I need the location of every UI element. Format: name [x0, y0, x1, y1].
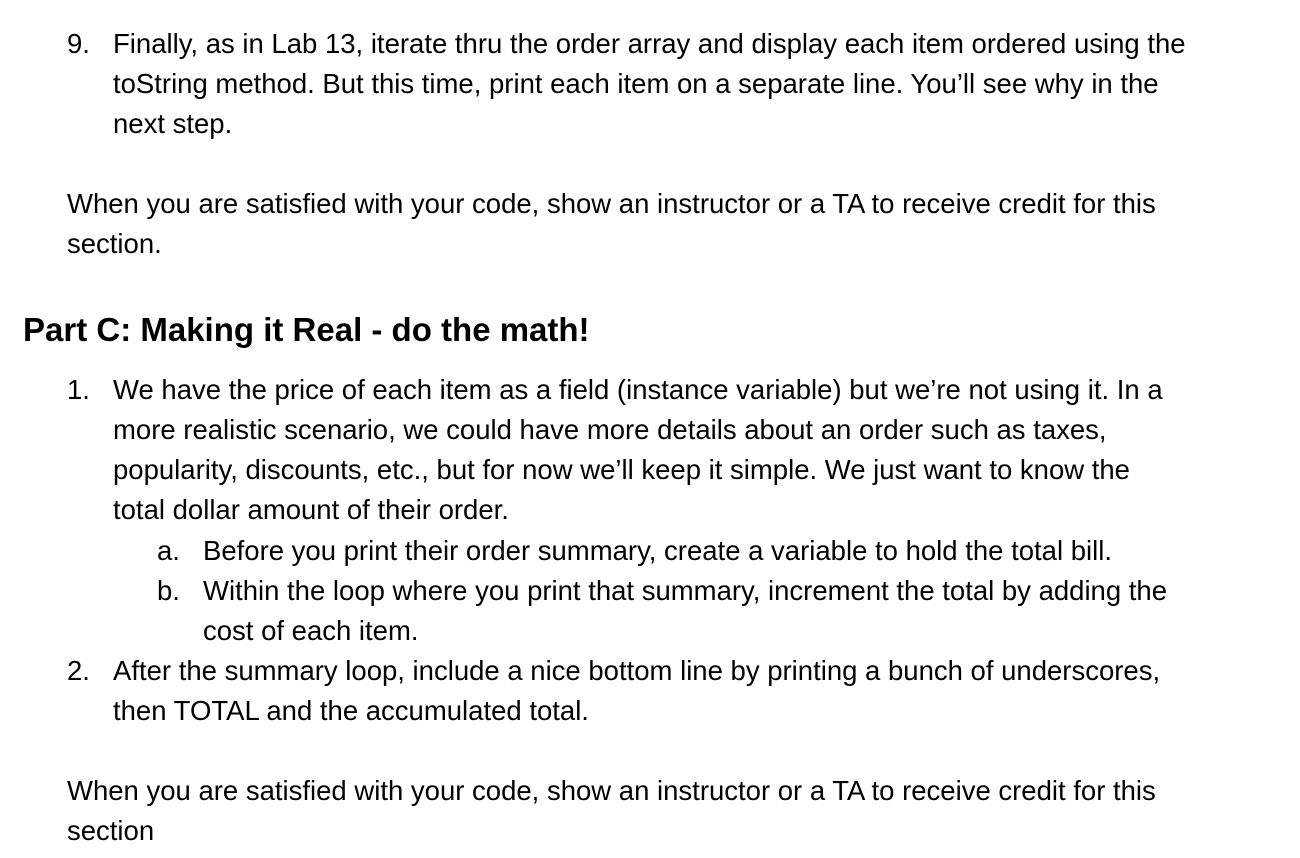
- section-heading-part-c: Part C: Making it Real - do the math!: [23, 311, 590, 348]
- sub-list-letter: a.: [157, 535, 180, 566]
- text-line: We have the price of each item as a field (instance variable) but we’re not using it. In a: [113, 374, 1163, 405]
- text-line: popularity, discounts, etc., but for now we’ll keep it simple. We just want to know the: [113, 454, 1130, 485]
- text-line: more realistic scenario, we could have more details about an order such as taxes,: [113, 414, 1107, 445]
- text-line: section: [67, 815, 155, 846]
- sub-list-item-text: [203, 531, 1112, 571]
- list-number: 1.: [67, 374, 90, 405]
- text-line: After the summary loop, include a nice bottom line by printing a bunch of underscores,: [113, 655, 1161, 686]
- text-line: Finally, as in Lab 13, iterate thru the order array and display each item ordered using the: [113, 28, 1186, 59]
- sub-list-item-text: [203, 571, 1167, 651]
- text-line: When you are satisfied with your code, show an instructor or a TA to receive credit for this: [67, 188, 1156, 219]
- text-line: total dollar amount of their order.: [113, 494, 509, 525]
- list-number: 2.: [67, 655, 90, 686]
- text-line: then TOTAL and the accumulated total.: [113, 695, 589, 726]
- closing-paragraph-part-b: [67, 184, 1156, 264]
- text-line: section.: [67, 228, 162, 259]
- list-item-text: [113, 24, 1186, 144]
- text-line: When you are satisfied with your code, show an instructor or a TA to receive credit for this: [67, 775, 1156, 806]
- list-item-text: [113, 651, 1160, 731]
- sub-list-letter: b.: [157, 575, 180, 606]
- text-line: next step.: [113, 108, 233, 139]
- text-line: Within the loop where you print that summary, increment the total by adding the: [203, 575, 1168, 606]
- text-line: toString method. But this time, print each item on a separate line. You’ll see why in the: [113, 68, 1159, 99]
- closing-paragraph-part-c: [67, 771, 1156, 851]
- text-line: cost of each item.: [203, 615, 419, 646]
- list-number: 9.: [67, 28, 90, 59]
- text-line: Before you print their order summary, create a variable to hold the total bill.: [203, 535, 1112, 566]
- list-item-text: [113, 370, 1163, 530]
